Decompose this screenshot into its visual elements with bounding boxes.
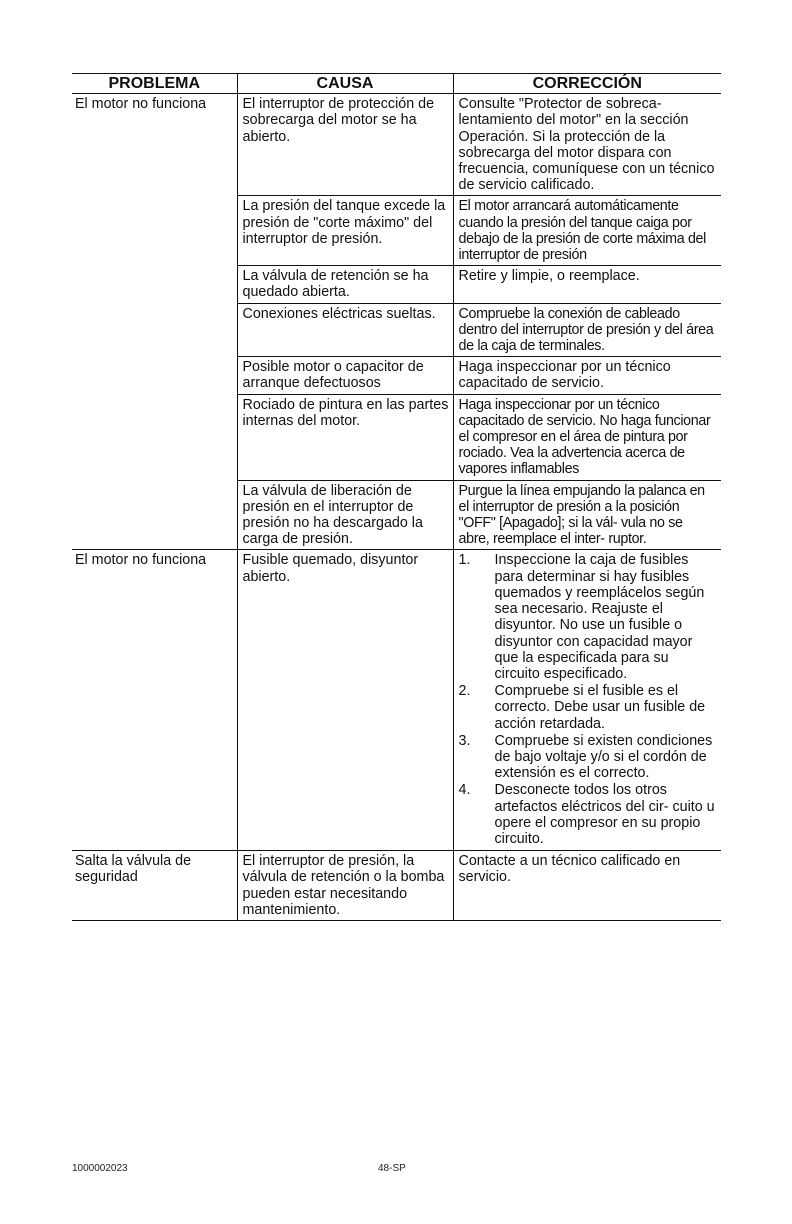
cause-cell: La válvula de retención se ha quedado abierta. — [237, 266, 453, 303]
correction-cell: Consulte "Protector de sobreca- lentamiento del motor" en la sección Operación. Si la protección de la sobrecarga del motor dispara con frecuencia, comuníquese con un técnico de servicio calificado. — [453, 94, 721, 196]
cause-cell: El interruptor de protección de sobrecarga del motor se ha abierto. — [237, 94, 453, 196]
step-number: 4. — [458, 782, 471, 799]
table-row — [72, 357, 721, 394]
correction-steps — [459, 552, 718, 847]
correction-cell: Retire y limpie, o reemplace. — [453, 266, 721, 303]
correction-cell: El motor arrancará automáticamente cuando la presión del tanque caiga por debajo de la presión de corte máxima del interruptor de presión — [453, 196, 721, 266]
step-number: 3. — [458, 732, 471, 749]
table-row — [72, 394, 721, 480]
list-item — [459, 552, 718, 682]
cause-cell: Fusible quemado, disyuntor abierto. — [237, 550, 453, 851]
problem-cell — [72, 357, 237, 394]
problem-cell — [72, 196, 237, 266]
list-item — [459, 782, 718, 847]
step-number: 1. — [458, 552, 471, 569]
problem-cell — [72, 266, 237, 303]
correction-cell: Haga inspeccionar por un técnico capacitado de servicio. No haga funcionar el compresor en el área de pintura por rociado. Vea la advertencia acerca de vapores inflamables — [453, 394, 721, 480]
cause-cell: El interruptor de presión, la válvula de retención o la bomba pueden estar necesitando mantenimiento. — [237, 851, 453, 921]
cause-cell: Conexiones eléctricas sueltas. — [237, 303, 453, 357]
correction-cell: Haga inspeccionar por un técnico capacitado de servicio. — [453, 357, 721, 394]
problem-cell: Salta la válvula de seguridad — [72, 851, 237, 921]
step-text: Inspeccione la caja de fusibles para determinar si hay fusibles quemados y reemplácelos según sea necesario. Reajuste el disyuntor. No use un fusible o disyuntor con capacidad mayor que la especificada para su circuito especificado. — [494, 552, 705, 682]
header-cause: CAUSA — [237, 74, 453, 94]
table-row — [72, 266, 721, 303]
document-number: 1000002023 — [72, 1163, 128, 1174]
table-header-row — [72, 74, 721, 94]
problem-cell — [72, 394, 237, 480]
cause-cell: La válvula de liberación de presión en el interruptor de presión no ha descargado la carga de presión. — [237, 480, 453, 550]
correction-cell: Compruebe la conexión de cableado dentro del interruptor de presión y del área de la caja de terminales. — [453, 303, 721, 357]
problem-cell — [72, 480, 237, 550]
step-text: Compruebe si existen condiciones de bajo voltaje y/o si el cordón de extensión es el correcto. — [494, 732, 713, 782]
table-row — [72, 480, 721, 550]
header-correction: CORRECCIÓN — [453, 74, 721, 94]
cause-cell: Rociado de pintura en las partes internas del motor. — [237, 394, 453, 480]
cause-cell: La presión del tanque excede la presión de "corte máximo" del interruptor de presión. — [237, 196, 453, 266]
page-number: 48-SP — [378, 1163, 406, 1174]
problem-cell: El motor no funciona — [72, 550, 237, 851]
table-row — [72, 94, 721, 196]
problem-cell: El motor no funciona — [75, 96, 207, 113]
header-problem: PROBLEMA — [72, 74, 237, 94]
table-row — [72, 851, 721, 921]
table-row — [72, 550, 721, 851]
step-text: Compruebe si el fusible es el correcto. Debe usar un fusible de acción retardada. — [494, 683, 706, 732]
problem-cell — [72, 303, 237, 357]
step-number: 2. — [458, 683, 471, 700]
step-text: Desconecte todos los otros artefactos eléctricos del cir- cuito u opere el compresor en su propio circuito. — [494, 782, 715, 847]
table-row — [72, 196, 721, 266]
correction-cell: Contacte a un técnico calificado en servicio. — [453, 851, 721, 921]
troubleshooting-table — [72, 73, 721, 921]
correction-cell — [453, 550, 721, 851]
correction-cell: Purgue la línea empujando la palanca en el interruptor de presión a la posición "OFF" [Apagado]; si la vál- vula no se abre, reemplace el inter- ruptor. — [453, 480, 721, 550]
cause-cell: Posible motor o capacitor de arranque defectuosos — [237, 357, 453, 394]
table-row — [72, 303, 721, 357]
list-item — [459, 733, 718, 782]
list-item — [459, 683, 718, 732]
